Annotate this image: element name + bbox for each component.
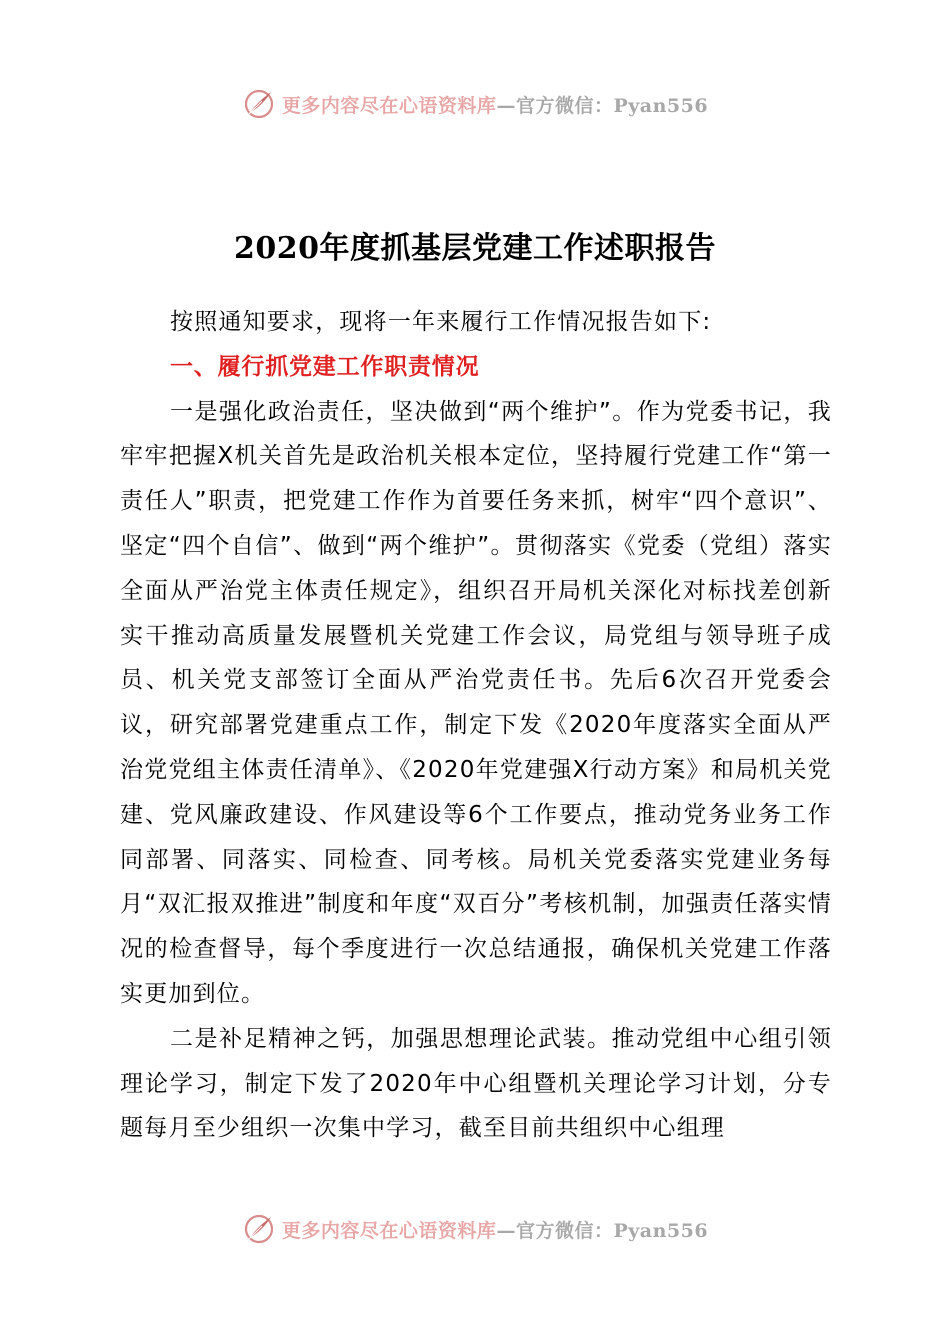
watermark-brand: 更多内容尽在心语资料库 [281,1219,497,1242]
watermark-wechat: —官方微信：Pyan556 [496,1219,709,1242]
watermark-text [282,91,708,118]
body-paragraph-1: 一是强化政治责任，坚决做到“两个维护”。作为党委书记，我牢牢把握X机关首先是政治机关根本定位，坚持履行党建工作“第一责任人”职责，把党建工作作为首要任务来抓，树牢“四个意识”、坚定“四个自信”、做到“两个维护”。贯彻落实《党委（党组）落实全面从严治党主体责任规定》，组织召开局机关深化对标找差创新实干推动高质量发展暨机关党建工作会议，局党组与领导班子成员、机关党支部签订全面从严治党责任书。先后6次召开党委会议，研究部署党建重点工作，制定下发《2020年度落实全面从严治党党组主体责任清单》、《2020年党建强X行动方案》和局机关党建、党风廉政建设、作风建设等6个工作要点，推动党务业务工作同部署、同落实、同检查、同考核。局机关党委落实党建业务每月“双汇报双推进”制度和年度“双百分”考核机制，加强责任落实情况的检查督导，每个季度进行一次总结通报，确保机关党建工作落实更加到位。 [120,398,832,1007]
feather-pen-icon [242,1212,276,1246]
watermark-wechat: —官方微信：Pyan556 [496,94,709,117]
body-paragraph-2: 二是补足精神之钙，加强思想理论武装。推动党组中心组引领理论学习，制定下发了2020年中心组暨机关理论学习计划，分专题每月至少组织一次集中学习，截至目前共组织中心组理 [120,1025,832,1142]
document-body [120,300,832,1151]
watermark-text [282,1216,708,1243]
section-heading: 一、履行抓党建工作职责情况 [170,353,480,380]
header-watermark [0,84,950,124]
intro-paragraph: 按照通知要求，现将一年来履行工作情况报告如下: [170,309,712,335]
feather-pen-icon [242,87,276,121]
watermark-brand: 更多内容尽在心语资料库 [281,94,497,117]
document-title: 2020年度抓基层党建工作述职报告 [234,231,716,266]
footer-watermark [0,1209,950,1249]
